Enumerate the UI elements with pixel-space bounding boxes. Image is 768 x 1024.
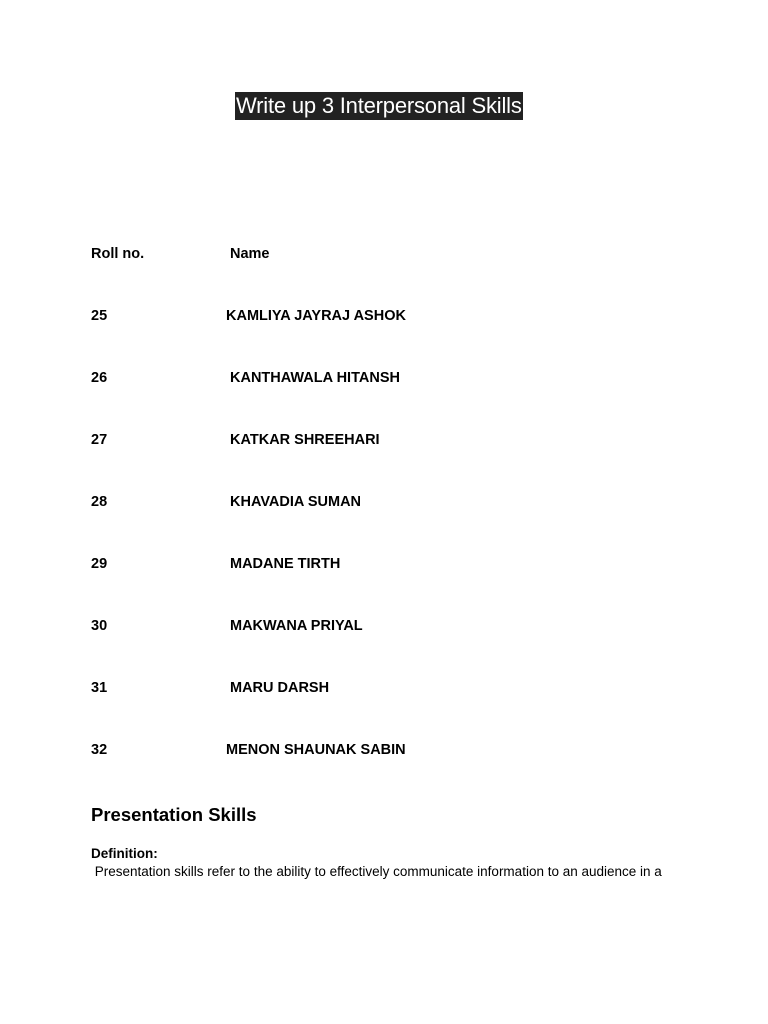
roll-number: 25 — [91, 308, 108, 324]
document-title: Write up 3 Interpersonal Skills — [236, 93, 522, 118]
student-name: KHAVADIA SUMAN — [230, 494, 362, 510]
definition-text: Presentation skills refer to the ability to effectively communicate information to an audience in a — [91, 864, 662, 879]
student-name: KANTHAWALA HITANSH — [230, 370, 400, 386]
roll-number: 30 — [91, 618, 108, 634]
student-name: MARU DARSH — [230, 680, 330, 696]
roll-number: 28 — [91, 494, 108, 510]
name-header: Name — [230, 246, 270, 262]
student-name: KATKAR SHREEHARI — [230, 432, 380, 448]
roll-number: 29 — [91, 556, 108, 572]
definition-label: Definition: — [91, 846, 158, 861]
roll-number: 27 — [91, 432, 108, 448]
student-name: MENON SHAUNAK SABIN — [226, 742, 406, 758]
roll-no-header: Roll no. — [91, 246, 145, 262]
roll-number: 31 — [91, 680, 108, 696]
student-name: MADANE TIRTH — [230, 556, 341, 572]
section-heading: Presentation Skills — [91, 804, 257, 825]
roll-number: 32 — [91, 742, 108, 758]
student-name: KAMLIYA JAYRAJ ASHOK — [226, 308, 406, 324]
student-name: MAKWANA PRIYAL — [230, 618, 363, 634]
roll-number: 26 — [91, 370, 108, 386]
